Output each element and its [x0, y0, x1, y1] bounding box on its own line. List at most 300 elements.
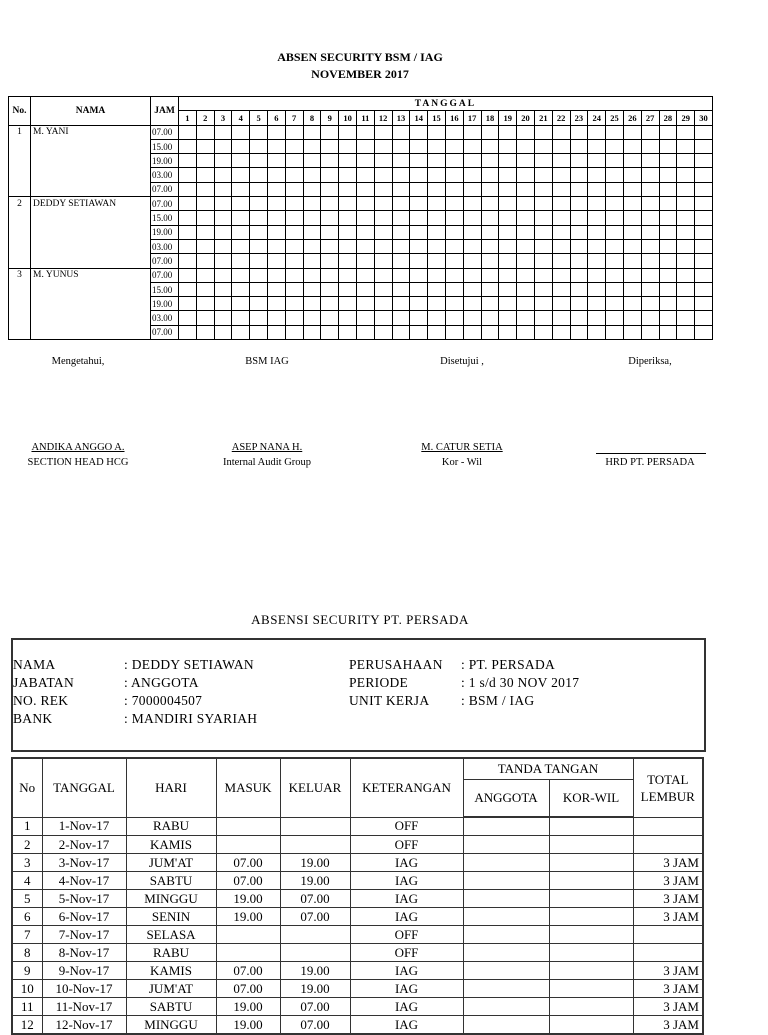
cell-day: SABTU: [126, 998, 216, 1016]
day-header: 28: [659, 111, 677, 125]
day-cell: [570, 268, 588, 282]
shift-hour: 19.00: [151, 225, 179, 239]
day-cell: [232, 197, 250, 211]
cell-sign-korwil: [549, 944, 633, 962]
employee-no: [9, 211, 31, 225]
day-cell: [214, 254, 232, 268]
day-cell: [179, 154, 197, 168]
day-header: 22: [552, 111, 570, 125]
day-cell: [534, 311, 552, 325]
cell-day: SENIN: [126, 908, 216, 926]
day-cell: [232, 154, 250, 168]
day-cell: [481, 297, 499, 311]
cell-sign-anggota: [463, 998, 549, 1016]
day-cell: [410, 154, 428, 168]
cell-sign-korwil: [549, 817, 633, 836]
day-cell: [356, 139, 374, 153]
day-cell: [374, 154, 392, 168]
day-cell: [499, 254, 517, 268]
day-cell: [179, 125, 197, 139]
shift-hour: 15.00: [151, 282, 179, 296]
day-cell: [374, 139, 392, 153]
day-cell: [214, 311, 232, 325]
day-cell: [445, 311, 463, 325]
day-cell: [392, 197, 410, 211]
day-cell: [463, 254, 481, 268]
day-header: 29: [677, 111, 695, 125]
day-cell: [588, 225, 606, 239]
day-cell: [179, 211, 197, 225]
cell-sign-korwil: [549, 962, 633, 980]
cell-no: 9: [12, 962, 42, 980]
day-cell: [641, 268, 659, 282]
day-cell: [517, 254, 535, 268]
day-cell: [552, 325, 570, 339]
day-cell: [321, 197, 339, 211]
day-cell: [356, 182, 374, 196]
day-cell: [570, 154, 588, 168]
col-masuk: MASUK: [216, 758, 280, 817]
signature-name: ANDIKA ANGGO A.: [31, 442, 125, 453]
day-cell: [552, 168, 570, 182]
day-header: 3: [214, 111, 232, 125]
day-cell: [623, 311, 641, 325]
day-cell: [534, 154, 552, 168]
day-cell: [428, 254, 446, 268]
day-cell: [356, 125, 374, 139]
day-cell: [303, 311, 321, 325]
col-total-lembur: TOTAL LEMBUR: [633, 758, 703, 817]
day-cell: [321, 182, 339, 196]
col-keterangan: KETERANGAN: [350, 758, 463, 817]
cell-day: JUM'AT: [126, 854, 216, 872]
day-cell: [606, 139, 624, 153]
cell-no: 7: [12, 926, 42, 944]
day-cell: [339, 239, 357, 253]
cell-total: [633, 944, 703, 962]
day-cell: [481, 154, 499, 168]
day-cell: [695, 282, 713, 296]
employee-name: M. YUNUS: [31, 268, 151, 282]
day-cell: [463, 325, 481, 339]
employee-no: [9, 239, 31, 253]
day-cell: [339, 311, 357, 325]
day-cell: [356, 325, 374, 339]
cell-out: 19.00: [280, 962, 350, 980]
attendance-row: [9, 154, 713, 168]
day-cell: [321, 211, 339, 225]
day-cell: [321, 168, 339, 182]
day-cell: [410, 325, 428, 339]
day-cell: [303, 225, 321, 239]
cell-note: IAG: [350, 998, 463, 1016]
day-cell: [463, 268, 481, 282]
absensi-row: [12, 962, 703, 980]
day-cell: [552, 211, 570, 225]
cell-note: OFF: [350, 836, 463, 854]
day-cell: [641, 168, 659, 182]
cell-total: 3 JAM: [633, 890, 703, 908]
absensi-row: [12, 890, 703, 908]
day-cell: [267, 154, 285, 168]
day-cell: [463, 297, 481, 311]
day-cell: [196, 268, 214, 282]
day-cell: [267, 254, 285, 268]
employee-no: 3: [9, 268, 31, 282]
day-cell: [463, 311, 481, 325]
cell-no: 1: [12, 817, 42, 836]
day-cell: [659, 197, 677, 211]
day-cell: [250, 125, 268, 139]
day-cell: [623, 254, 641, 268]
absensi-row: [12, 817, 703, 836]
day-cell: [445, 139, 463, 153]
day-cell: [321, 282, 339, 296]
employee-name: [31, 282, 151, 296]
attendance-row: [9, 139, 713, 153]
day-cell: [623, 268, 641, 282]
col-jam: JAM: [151, 97, 179, 126]
day-header: 8: [303, 111, 321, 125]
employee-no: [9, 154, 31, 168]
absensi-row: [12, 854, 703, 872]
absensi-row: [12, 872, 703, 890]
day-cell: [410, 311, 428, 325]
cell-sign-anggota: [463, 926, 549, 944]
day-cell: [410, 197, 428, 211]
attendance-row: [9, 254, 713, 268]
employee-no: [9, 225, 31, 239]
day-cell: [267, 225, 285, 239]
cell-total: 3 JAM: [633, 908, 703, 926]
day-cell: [428, 225, 446, 239]
day-cell: [552, 125, 570, 139]
day-cell: [570, 225, 588, 239]
day-cell: [321, 325, 339, 339]
day-header: 11: [356, 111, 374, 125]
cell-note: IAG: [350, 980, 463, 998]
cell-total: 3 JAM: [633, 1016, 703, 1035]
cell-in: 19.00: [216, 908, 280, 926]
day-cell: [570, 125, 588, 139]
day-cell: [534, 297, 552, 311]
day-cell: [428, 239, 446, 253]
day-cell: [214, 282, 232, 296]
day-cell: [392, 268, 410, 282]
cell-no: 6: [12, 908, 42, 926]
day-cell: [356, 282, 374, 296]
day-cell: [214, 325, 232, 339]
attendance-row: [9, 182, 713, 196]
cell-total: 3 JAM: [633, 998, 703, 1016]
day-cell: [623, 182, 641, 196]
day-cell: [606, 197, 624, 211]
day-cell: [339, 139, 357, 153]
day-cell: [695, 168, 713, 182]
day-cell: [463, 125, 481, 139]
day-cell: [463, 239, 481, 253]
employee-name: [31, 139, 151, 153]
day-header: 13: [392, 111, 410, 125]
day-cell: [374, 311, 392, 325]
day-cell: [232, 254, 250, 268]
day-cell: [588, 139, 606, 153]
day-cell: [339, 125, 357, 139]
day-cell: [517, 297, 535, 311]
day-cell: [606, 311, 624, 325]
day-cell: [481, 268, 499, 282]
day-cell: [267, 168, 285, 182]
attendance-row: [9, 325, 713, 339]
day-cell: [677, 254, 695, 268]
day-cell: [267, 125, 285, 139]
day-cell: [374, 268, 392, 282]
day-cell: [499, 168, 517, 182]
day-cell: [339, 325, 357, 339]
day-cell: [392, 325, 410, 339]
day-cell: [695, 225, 713, 239]
day-cell: [659, 125, 677, 139]
day-cell: [321, 268, 339, 282]
employee-name: DEDDY SETIAWAN: [31, 197, 151, 211]
day-cell: [695, 211, 713, 225]
day-cell: [428, 154, 446, 168]
attendance-row: [9, 268, 713, 282]
day-cell: [250, 311, 268, 325]
day-cell: [356, 311, 374, 325]
day-cell: [250, 268, 268, 282]
cell-no: 2: [12, 836, 42, 854]
day-cell: [321, 239, 339, 253]
day-header: 1: [179, 111, 197, 125]
shift-hour: 03.00: [151, 168, 179, 182]
cell-out: 19.00: [280, 980, 350, 998]
cell-sign-anggota: [463, 872, 549, 890]
cell-sign-korwil: [549, 980, 633, 998]
day-cell: [517, 268, 535, 282]
cell-day: SABTU: [126, 872, 216, 890]
info-label: JABATAN: [13, 675, 75, 690]
day-cell: [374, 211, 392, 225]
day-cell: [445, 154, 463, 168]
info-value: : ANGGOTA: [124, 675, 199, 690]
cell-date: 12-Nov-17: [42, 1016, 126, 1035]
day-cell: [321, 154, 339, 168]
day-cell: [517, 197, 535, 211]
day-cell: [641, 225, 659, 239]
cell-date: 10-Nov-17: [42, 980, 126, 998]
cell-in: [216, 817, 280, 836]
day-cell: [232, 268, 250, 282]
day-cell: [570, 211, 588, 225]
day-cell: [392, 168, 410, 182]
employee-name: [31, 325, 151, 339]
day-cell: [303, 182, 321, 196]
day-cell: [552, 225, 570, 239]
day-cell: [232, 239, 250, 253]
day-cell: [677, 168, 695, 182]
day-cell: [356, 297, 374, 311]
day-cell: [445, 211, 463, 225]
cell-day: MINGGU: [126, 1016, 216, 1035]
day-cell: [374, 325, 392, 339]
day-cell: [463, 225, 481, 239]
attendance-row: [9, 282, 713, 296]
info-value: : DEDDY SETIAWAN: [124, 657, 254, 672]
cell-in: 07.00: [216, 872, 280, 890]
day-cell: [677, 268, 695, 282]
cell-in: 19.00: [216, 1016, 280, 1035]
cell-note: IAG: [350, 872, 463, 890]
day-cell: [179, 225, 197, 239]
day-cell: [517, 311, 535, 325]
signature-line: [596, 453, 706, 454]
day-cell: [428, 168, 446, 182]
employee-no: [9, 254, 31, 268]
info-label: PERIODE: [349, 675, 409, 690]
employee-no: [9, 282, 31, 296]
day-cell: [570, 168, 588, 182]
day-cell: [232, 182, 250, 196]
day-cell: [250, 154, 268, 168]
shift-hour: 19.00: [151, 297, 179, 311]
attendance-row: [9, 239, 713, 253]
day-cell: [356, 197, 374, 211]
day-cell: [623, 197, 641, 211]
day-cell: [534, 254, 552, 268]
employee-no: 2: [9, 197, 31, 211]
day-cell: [499, 239, 517, 253]
day-cell: [303, 297, 321, 311]
day-cell: [463, 282, 481, 296]
day-cell: [232, 168, 250, 182]
day-cell: [481, 282, 499, 296]
day-cell: [534, 125, 552, 139]
day-cell: [196, 139, 214, 153]
cell-in: [216, 836, 280, 854]
day-cell: [445, 297, 463, 311]
cell-day: SELASA: [126, 926, 216, 944]
col-keluar: KELUAR: [280, 758, 350, 817]
day-cell: [570, 325, 588, 339]
day-cell: [303, 154, 321, 168]
employee-no: [9, 311, 31, 325]
day-cell: [232, 311, 250, 325]
cell-date: 5-Nov-17: [42, 890, 126, 908]
day-cell: [285, 225, 303, 239]
day-cell: [392, 239, 410, 253]
day-cell: [445, 268, 463, 282]
day-cell: [659, 239, 677, 253]
cell-date: 6-Nov-17: [42, 908, 126, 926]
cell-out: 19.00: [280, 872, 350, 890]
day-cell: [374, 168, 392, 182]
day-cell: [232, 225, 250, 239]
attendance-row: [9, 168, 713, 182]
cell-out: 19.00: [280, 854, 350, 872]
day-cell: [534, 268, 552, 282]
day-cell: [677, 225, 695, 239]
absensi-row: [12, 926, 703, 944]
cell-sign-korwil: [549, 872, 633, 890]
day-cell: [285, 297, 303, 311]
absensi-title: ABSENSI SECURITY PT. PERSADA: [251, 612, 469, 627]
day-header: 21: [534, 111, 552, 125]
day-cell: [623, 239, 641, 253]
day-cell: [214, 182, 232, 196]
day-header: 10: [339, 111, 357, 125]
day-cell: [445, 168, 463, 182]
day-cell: [356, 225, 374, 239]
day-cell: [641, 254, 659, 268]
day-cell: [534, 197, 552, 211]
day-cell: [659, 325, 677, 339]
cell-sign-anggota: [463, 817, 549, 836]
day-cell: [445, 254, 463, 268]
day-cell: [196, 297, 214, 311]
day-cell: [214, 197, 232, 211]
cell-sign-korwil: [549, 854, 633, 872]
day-cell: [659, 168, 677, 182]
day-cell: [677, 311, 695, 325]
cell-date: 11-Nov-17: [42, 998, 126, 1016]
sheet-title: ABSEN SECURITY BSM / IAG: [277, 50, 443, 64]
day-cell: [677, 297, 695, 311]
day-cell: [641, 211, 659, 225]
cell-no: 11: [12, 998, 42, 1016]
day-cell: [250, 211, 268, 225]
day-cell: [410, 211, 428, 225]
day-cell: [321, 311, 339, 325]
cell-day: KAMIS: [126, 962, 216, 980]
cell-sign-anggota: [463, 890, 549, 908]
day-cell: [481, 254, 499, 268]
cell-date: 1-Nov-17: [42, 817, 126, 836]
day-cell: [374, 297, 392, 311]
day-cell: [517, 168, 535, 182]
day-cell: [623, 225, 641, 239]
day-cell: [677, 125, 695, 139]
day-cell: [588, 182, 606, 196]
day-cell: [179, 282, 197, 296]
day-cell: [445, 197, 463, 211]
day-cell: [179, 168, 197, 182]
day-cell: [463, 197, 481, 211]
cell-no: 5: [12, 890, 42, 908]
day-cell: [552, 282, 570, 296]
info-label: BANK: [13, 711, 53, 726]
day-cell: [339, 211, 357, 225]
cell-in: [216, 944, 280, 962]
cell-note: IAG: [350, 962, 463, 980]
day-cell: [659, 254, 677, 268]
cell-date: 9-Nov-17: [42, 962, 126, 980]
cell-date: 8-Nov-17: [42, 944, 126, 962]
day-cell: [623, 125, 641, 139]
cell-note: OFF: [350, 926, 463, 944]
absensi-row: [12, 980, 703, 998]
day-header: 6: [267, 111, 285, 125]
attendance-row: [9, 297, 713, 311]
day-cell: [534, 325, 552, 339]
info-value: : MANDIRI SYARIAH: [124, 711, 258, 726]
day-cell: [623, 325, 641, 339]
day-cell: [196, 154, 214, 168]
day-cell: [481, 197, 499, 211]
day-cell: [250, 139, 268, 153]
day-cell: [410, 239, 428, 253]
day-cell: [285, 154, 303, 168]
